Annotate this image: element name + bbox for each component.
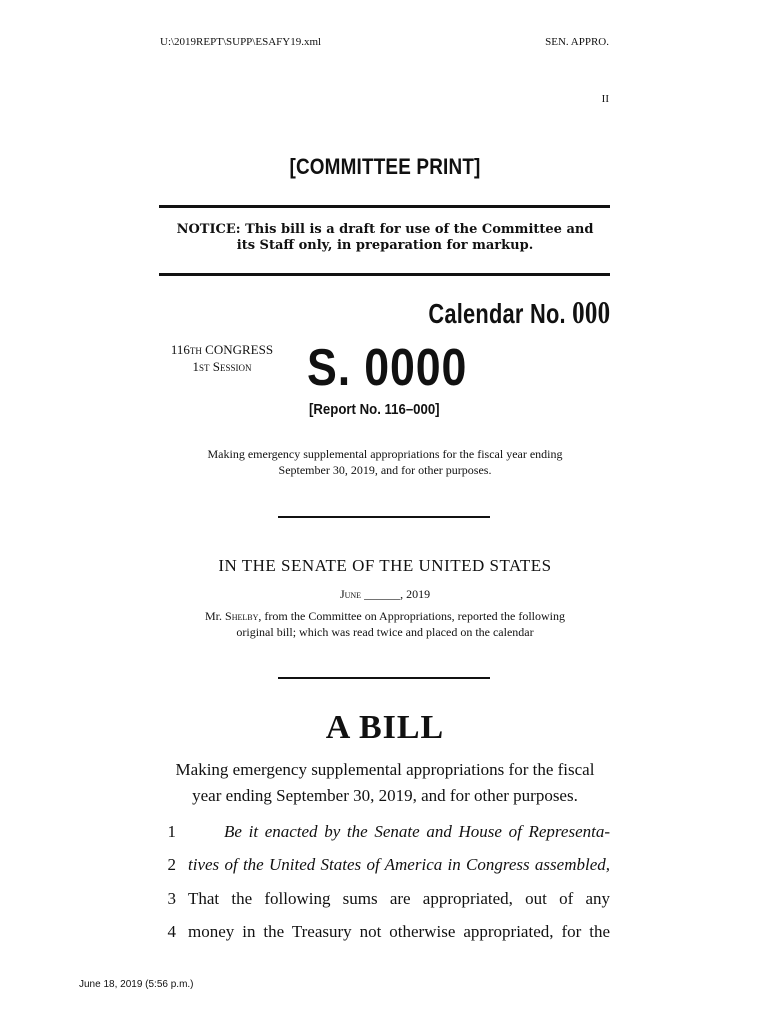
calendar-label: Calendar No.: [428, 298, 566, 329]
bill-number: S. 0000: [307, 339, 468, 397]
bill-line: That the following sums are appropriated, out of any: [188, 889, 610, 908]
footer-timestamp: June 18, 2019 (5:56 p.m.): [79, 979, 194, 990]
report-number: [Report No. 116–000]: [309, 401, 440, 418]
committee-code: SEN. APPRO.: [545, 36, 609, 48]
bill-purpose-summary: Making emergency supplemental appropriations for the fiscal year ending September 30, 2019, and for other purposes.: [207, 447, 563, 477]
notice-line-1: NOTICE: This bill is a draft for use of the Committee and: [176, 222, 594, 237]
congress-line: 116TH CONGRESS: [170, 342, 274, 357]
divider-rule-1: [278, 516, 490, 518]
notice-bottom-rule: [159, 273, 610, 276]
line-number: 4: [167, 922, 176, 941]
calendar-value: 000: [571, 294, 610, 330]
sponsor-statement: Mr. Shelby, from the Committee on Appropriations, reported the following original bill; which was read twice and placed on the calendar: [205, 609, 565, 639]
notice-box: [170, 222, 600, 254]
line-number: 2: [167, 855, 176, 874]
a-bill-heading: A BILL: [325, 709, 445, 746]
bill-line: tives of the United States of America in Congress assembled,: [188, 855, 610, 874]
notice-line-2: its Staff only, in preparation for markup.: [236, 238, 534, 253]
line-number: 1: [167, 822, 176, 841]
bill-purpose-title: Making emergency supplemental appropriations for the fiscal year ending September 30, 2019, and for other purposes.: [175, 760, 595, 805]
calendar-number: [428, 294, 610, 331]
bill-line: money in the Treasury not otherwise appropriated, for the: [188, 922, 610, 941]
line-number: 3: [167, 889, 176, 908]
senate-heading: IN THE SENATE OF THE UNITED STATES: [218, 556, 552, 575]
committee-print-title: [COMMITTEE PRINT]: [289, 154, 481, 179]
congress-session: [152, 342, 292, 376]
bill-line: Be it enacted by the Senate and House of Representa-: [224, 822, 610, 841]
roman-numeral: II: [601, 93, 609, 105]
notice-top-rule: [159, 205, 610, 208]
divider-rule-2: [278, 677, 490, 679]
report-date: June ______, 2019: [339, 587, 431, 601]
session-line: 1ST Session: [192, 359, 252, 374]
file-path: U:\2019REPT\SUPP\ESAFY19.xml: [160, 36, 322, 48]
